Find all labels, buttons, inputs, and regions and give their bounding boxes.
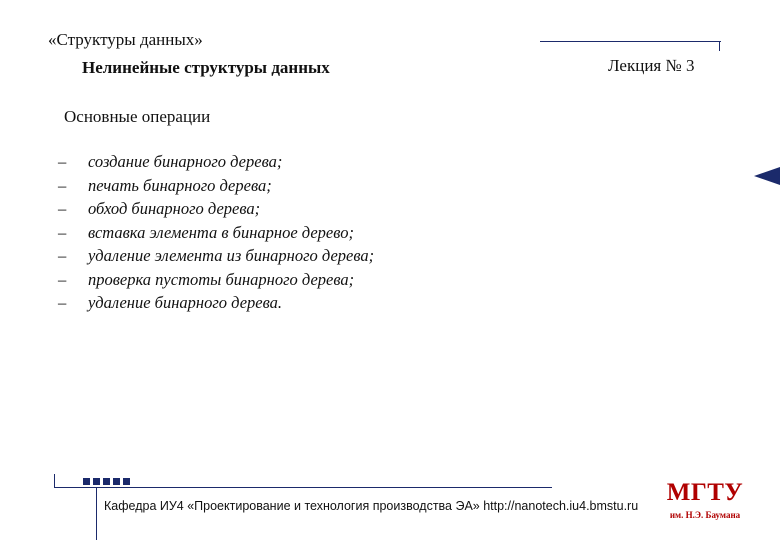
list-item	[58, 244, 374, 268]
list-item-text: вставка элемента в бинарное дерево;	[88, 222, 354, 242]
list-item	[58, 291, 374, 315]
footer-text: Кафедра ИУ4 «Проектирование и технология производства ЭА» http://nanotech.iu4.bmstu.ru	[104, 499, 639, 513]
list-item-text: печать бинарного дерева;	[88, 175, 272, 195]
course-title: «Структуры данных»	[48, 30, 203, 49]
header-rule	[540, 41, 721, 42]
list-item-text: удаление бинарного дерева.	[88, 293, 283, 312]
next-slide-arrow-icon	[754, 167, 780, 185]
logo-subtitle: им. Н.Э. Баумана	[669, 510, 741, 520]
bullet-dash: –	[58, 175, 67, 195]
decor-squares-icon	[83, 478, 130, 485]
bullet-dash: –	[58, 199, 67, 218]
list-item-text: удаление элемента из бинарного дерева;	[88, 246, 375, 265]
lecture-number: Лекция № 3	[608, 56, 695, 75]
list-item	[58, 174, 374, 198]
list-item	[58, 268, 374, 292]
bullet-dash: –	[58, 293, 67, 312]
bullet-dash: –	[58, 222, 67, 242]
list-item	[58, 197, 374, 221]
logo-name: МГТУ	[666, 479, 744, 506]
topic-title: Нелинейные структуры данных	[82, 58, 330, 77]
list-item-text: проверка пустоты бинарного дерева;	[88, 269, 355, 289]
bullet-dash: –	[58, 269, 67, 289]
list-item	[58, 150, 374, 174]
bullet-dash: –	[58, 246, 67, 265]
operations-list	[58, 150, 374, 315]
footer-rule-tick	[54, 474, 55, 487]
list-item-text: обход бинарного дерева;	[88, 199, 261, 218]
section-title: Основные операции	[64, 107, 211, 126]
list-item-text: создание бинарного дерева;	[88, 152, 283, 171]
header-rule-tick	[719, 41, 720, 51]
bullet-dash: –	[58, 152, 67, 171]
footer-rule	[54, 487, 552, 488]
university-logo	[662, 479, 748, 521]
list-item	[58, 221, 374, 245]
footer-vertical-rule	[96, 488, 97, 540]
